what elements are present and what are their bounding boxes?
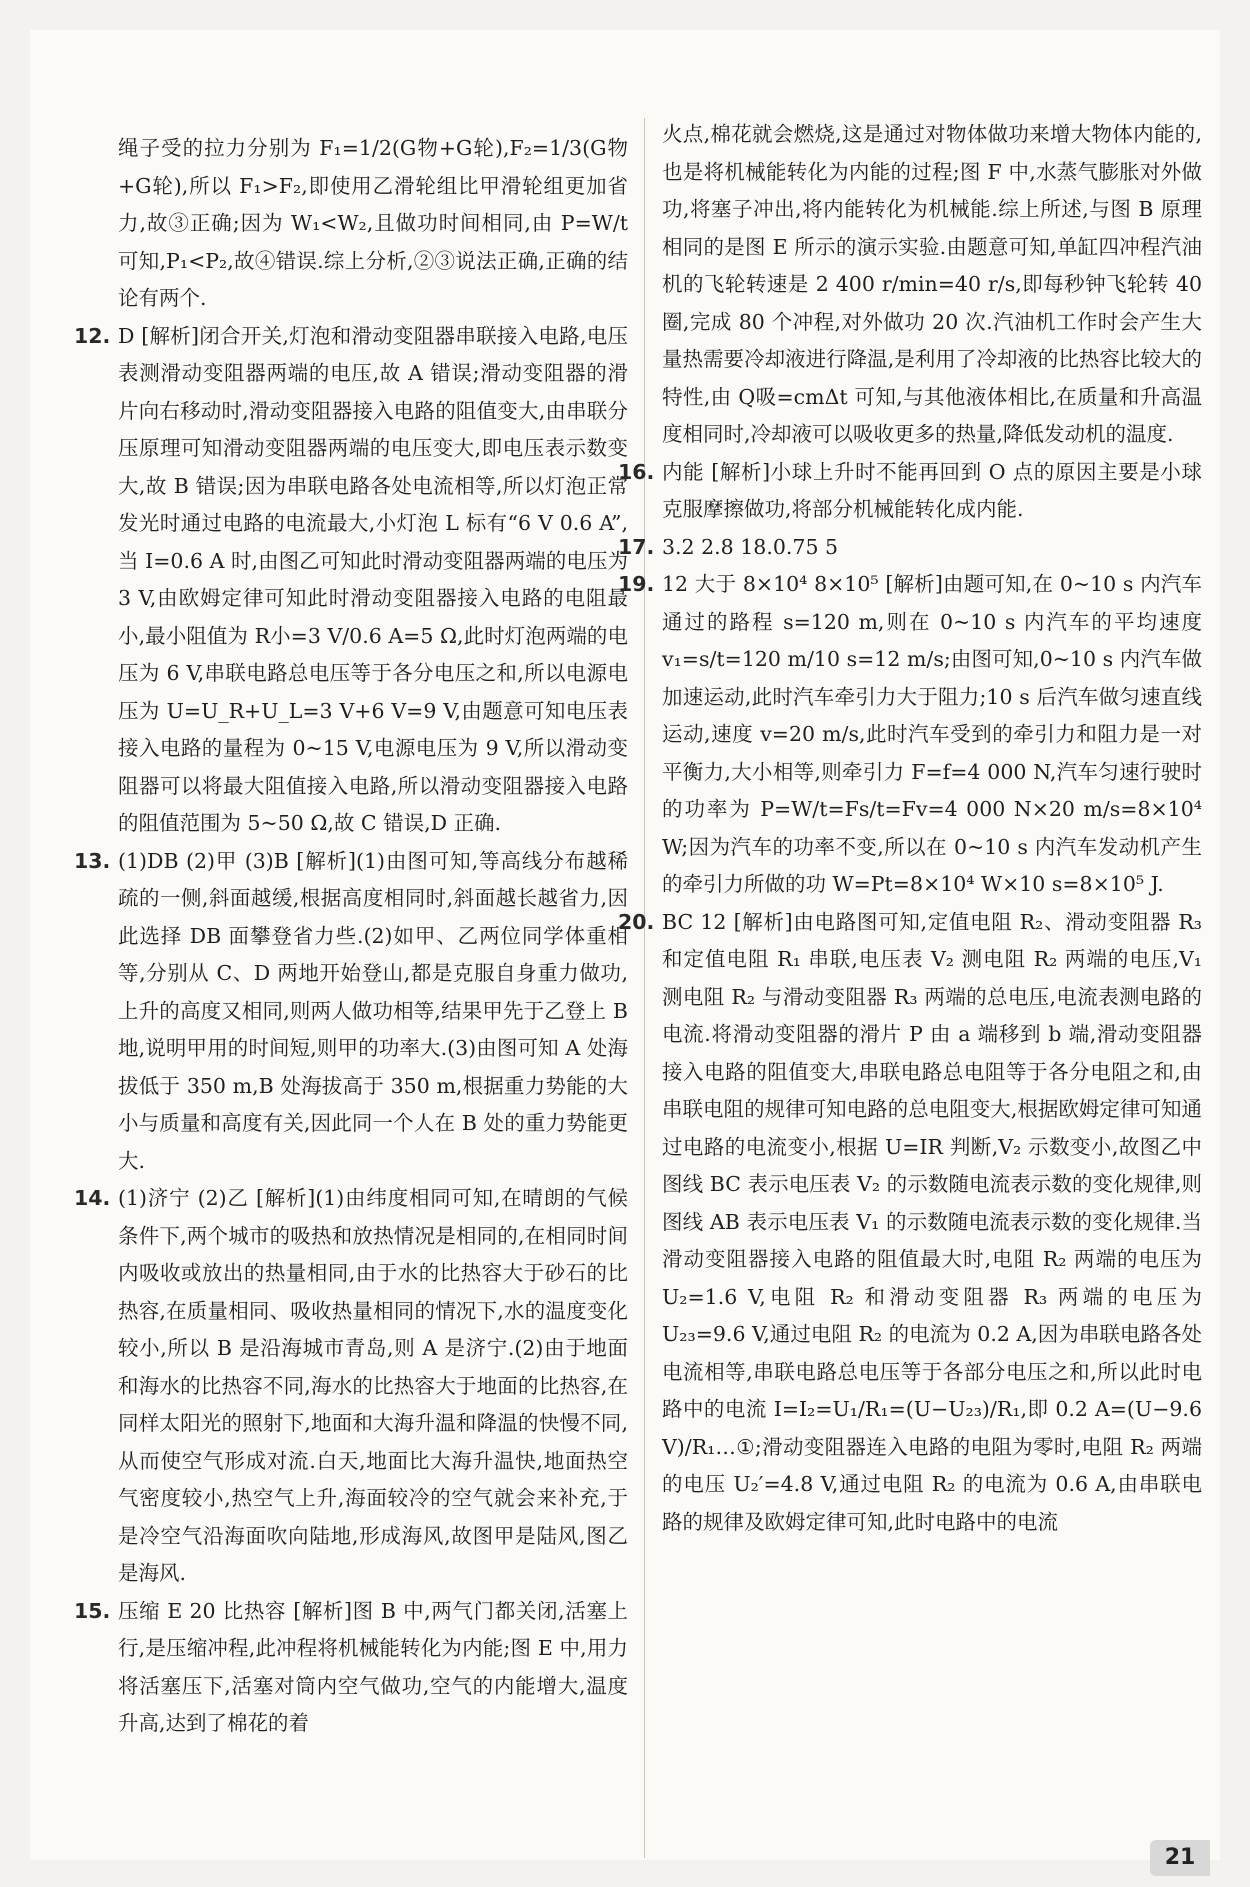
question-number: 16. [618,459,655,484]
question-text: 12 大于 8×10⁴ 8×10⁵ [解析]由题可知,在 0~10 s 内汽车通过的路程 s=120 m,则在 0~10 s 内汽车的平均速度 v₁=s/t=120 m/10 s=12 m/s;由图可知,0~10 s 内汽车做加速运动,此时汽车牵引力大于阻力;10 s 后汽车做匀速直线运动,速度 v=20 m/s,此时汽车受到的牵引力和阻力是一对平衡力,大小相等,则牵引力 F=f=4 000 N,汽车匀速行驶时的功率为 P=W/t=Fs/t=Fv=4 000 N×20 m/s=8×10⁴ W;因为汽车的功率不变,所以在 0~10 s 内汽车发动机产生的牵引力所做的功 W=Pt=8×10⁴ W×10 s=8×10⁵ J. [662,572,1202,896]
page-number: 21 [1150,1840,1210,1876]
question-16 [618,454,1202,529]
right-column [618,116,1202,1541]
question-text: BC 12 [解析]由电路图可知,定值电阻 R₂、滑动变阻器 R₃ 和定值电阻 R₁ 串联,电压表 V₂ 测电阻 R₂ 两端的电压,V₁ 测电阻 R₂ 与滑动变阻器 R₃ 两端的总电压,电流表测电路的电流.将滑动变阻器的滑片 P 由 a 端移到 b 端,滑动变阻器接入电路的阻值变大,串联电路总电阻等于各分电阻之和,由串联电阻的规律可知电路的总电阻变大,根据欧姆定律可知通过电路的电流变小,根据 U=IR 判断,V₂ 示数变小,故图乙中图线 BC 表示电压表 V₂ 的示数随电流表示数的变化规律,则图线 AB 表示电压表 V₁ 的示数随电流表示数的变化规律.当滑动变阻器接入电路的阻值最大时,电阻 R₂ 两端的电压为 U₂=1.6 V,电阻 R₂ 和滑动变阻器 R₃ 两端的电压为 U₂₃=9.6 V,通过电阻 R₂ 的电流为 0.2 A,因为串联电路各处电流相等,串联电路总电压等于各部分电压之和,所以此时电路中的电流 I=I₂=U₁/R₁=(U−U₂₃)/R₁,即 0.2 A=(U−9.6 V)/R₁…①;滑动变阻器连入电路的电阻为零时,电阻 R₂ 两端的电压 U₂′=4.8 V,通过电阻 R₂ 的电流为 0.6 A,由串联电路的规律及欧姆定律可知,此时电路中的电流 [662,909,1202,1534]
question-text: 压缩 E 20 比热容 [解析]图 B 中,两气门都关闭,活塞上行,是压缩冲程,此冲程将机械能转化为内能;图 E 中,用力将活塞压下,活塞对筒内空气做功,空气的内能增大,温度升高,达到了棉花的着 [118,1598,628,1735]
question-number: 12. [74,323,111,348]
question-number: 15. [74,1598,111,1623]
question-number: 13. [74,848,111,873]
question-text: D [解析]闭合开关,灯泡和滑动变阻器串联接入电路,电压表测滑动变阻器两端的电压,故 A 错误;滑动变阻器的滑片向右移动时,滑动变阻器接入电路的阻值变大,由串联分压原理可知滑动变阻器两端的电压变大,即电压表示数变大,故 B 错误;因为串联电路各处电流相等,所以灯泡正常发光时通过电路的电流最大,小灯泡 L 标有“6 V 0.6 A”,当 I=0.6 A 时,由图乙可知此时滑动变阻器两端的电压为 3 V,由欧姆定律可知此时滑动变阻器接入电路的电阻最小,最小阻值为 R小=3 V/0.6 A=5 Ω,此时灯泡两端的电压为 6 V,串联电路总电压等于各分电压之和,所以电源电压为 U=U_R+U_L=3 V+6 V=9 V,由题意可知电压表接入电路的量程为 0~15 V,电源电压为 9 V,所以滑动变阻器可以将最大阻值接入电路,所以滑动变阻器接入电路的阻值范围为 5~50 Ω,故 C 错误,D 正确. [118,323,628,835]
question-number: 17. [618,534,655,559]
column-divider [644,118,645,1858]
question-20 [618,904,1202,1542]
question-number: 14. [74,1186,111,1210]
question-text: (1)DB (2)甲 (3)B [解析](1)由图可知,等高线分布越稀疏的一侧,斜面越缓,根据高度相同时,斜面越长越省力,因此选择 DB 面攀登省力些.(2)如甲、乙两位同学体重相等,分别从 C、D 两地开始登山,都是克服自身重力做功,上升的高度又相同,则两人做功相等,结果甲先于乙登上 B 地,说明甲用的时间短,则甲的功率大.(3)由图可知 A 处海拔低于 350 m,B 处海拔高于 350 m,根据重力势能的大小与质量和高度有关,因此同一个人在 B 处的重力势能更大. [118,848,628,1173]
question-19 [618,566,1202,904]
left-column [74,130,628,1743]
question-text: 3.2 2.8 18.0.75 5 [662,534,839,559]
question-15 [74,1593,628,1743]
q15-continuation: 火点,棉花就会燃烧,这是通过对物体做功来增大物体内能的,也是将机械能转化为内能的过程;图 F 中,水蒸气膨胀对外做功,将塞子冲出,将内能转化为机械能.综上所述,与图 B 原理相同的是图 E 所示的演示实验.由题意可知,单缸四冲程汽油机的飞轮转速是 2 400 r/min=40 r/s,即每秒钟飞轮转 40 圈,完成 80 个冲程,对外做功 20 次.汽油机工作时会产生大量热需要冷却液进行降温,是利用了冷却液的比热容比较大的特性,由 Q吸=cmΔt 可知,与其他液体相比,在质量和升高温度相同时,冷却液可以吸收更多的热量,降低发动机的温度. [662,122,1202,446]
question-14 [74,1180,628,1593]
question-12 [74,318,628,843]
question-17 [618,529,1202,567]
question-13 [74,843,628,1181]
q11-continuation: 绳子受的拉力分别为 F₁=1/2(G物+G轮),F₂=1/3(G物+G轮),所以 F₁>F₂,即使用乙滑轮组比甲滑轮组更加省力,故③正确;因为 W₁<W₂,且做功时间相同,由 P=W/t 可知,P₁<P₂,故④错误.综上分析,②③说法正确,正确的结论有两个. [118,136,628,310]
question-text: (1)济宁 (2)乙 [解析](1)由纬度相同可知,在晴朗的气候条件下,两个城市的吸热和放热情况是相同的,在相同时间内吸收或放出的热量相同,由于水的比热容大于砂石的比热容,在质量相同、吸收热量相同的情况下,水的温度变化较小,所以 B 是沿海城市青岛,则 A 是济宁.(2)由于地面和海水的比热容不同,海水的比热容大于地面的比热容,在同样太阳光的照射下,地面和大海升温和降温的快慢不同,从而使空气形成对流.白天,地面比大海升温快,地面热空气密度较小,热空气上升,海面较冷的空气就会来补充,于是冷空气沿海面吹向陆地,形成海风,故图甲是陆风,图乙是海风. [118,1186,628,1585]
question-number: 19. [618,572,655,596]
question-text: 内能 [解析]小球上升时不能再回到 O 点的原因主要是小球克服摩擦做功,将部分机械能转化成内能. [662,459,1202,521]
question-number: 20. [618,909,655,934]
answer-page [30,30,1220,1860]
